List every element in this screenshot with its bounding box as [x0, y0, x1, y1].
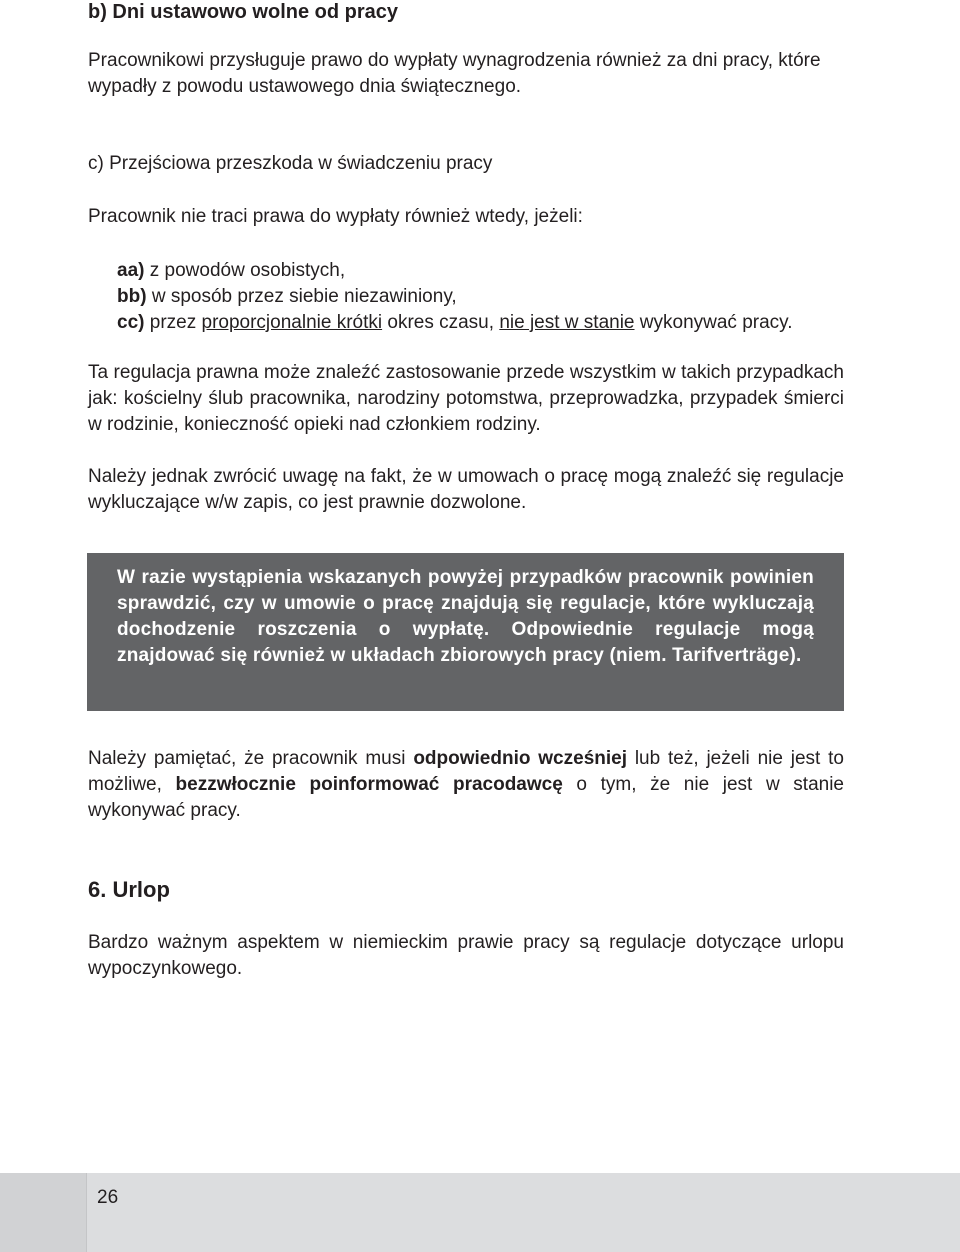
list-marker: bb)	[117, 286, 147, 307]
list-item-text: wykonywać pracy.	[634, 312, 793, 333]
section-6-paragraph: Bardzo ważnym aspektem w niemieckim prawie pracy są regulacje dotyczące urlopu wypoczynkowego.	[88, 932, 844, 979]
callout-text: W razie wystąpienia wskazanych powyżej przypadków pracownik powinien sprawdzić, czy w umowie o pracę znajdują się regulacje, które wykluczają dochodzenie roszczenia o wypłatę. Odpowiednie regulacje mogą znajdować się również w układach zbiorowych pracy (niem. Tarifverträge).	[117, 567, 814, 666]
reminder-text: o tym, że nie jest w stanie wykonywać pracy.	[88, 774, 844, 821]
page-footer	[0, 1173, 960, 1252]
list-item	[117, 258, 837, 284]
list-marker: aa)	[117, 260, 145, 281]
reminder-text: Należy pamiętać, że pracownik musi	[88, 748, 414, 769]
section-b-paragraph: Pracownikowi przysługuje prawo do wypłaty wynagrodzenia również za dni pracy, które wypadły z powodu ustawowego dnia świątecznego.	[88, 50, 821, 97]
section-6-heading: 6. Urlop	[88, 877, 170, 902]
section-c-heading: c) Przejściowa przeszkoda w świadczeniu pracy	[88, 153, 493, 174]
conditions-list	[117, 258, 837, 336]
underlined-phrase: nie jest w stanie	[499, 312, 635, 333]
list-item	[117, 310, 837, 336]
reminder-bold-text: bezzwłocznie poinformować pracodawcę	[175, 774, 563, 795]
page-number: 26	[97, 1187, 119, 1208]
note-paragraph: Należy jednak zwrócić uwagę na fakt, że w umowach o pracę mogą znaleźć się regulacje wykluczające w/w zapis, co jest prawnie dozwolone.	[88, 466, 844, 513]
reminder-bold-text: odpowiednio wcześniej	[413, 748, 627, 769]
section-b-heading: b) Dni ustawowo wolne od pracy	[88, 1, 399, 23]
list-item-text: przez	[144, 312, 202, 333]
list-item	[117, 284, 837, 310]
footer-panel	[86, 1173, 960, 1252]
list-item-text: okres czasu,	[382, 312, 500, 333]
list-item-text: z powodów osobistych,	[144, 260, 346, 281]
underlined-phrase: proporcjonalnie krótki	[201, 312, 383, 333]
list-marker: cc)	[117, 312, 145, 333]
section-c-intro: Pracownik nie traci prawa do wypłaty również wtedy, jeżeli:	[88, 206, 583, 227]
list-item-text: w sposób przez siebie niezawiniony,	[146, 286, 457, 307]
reminder-paragraph	[88, 746, 844, 824]
reminder-text: lub też, jeżeli nie jest to możliwe,	[88, 748, 844, 795]
regulation-paragraph: Ta regulacja prawna może znaleźć zastosowanie przede wszystkim w takich przypadkach jak: kościelny ślub pracownika, narodziny potomstwa, przeprowadzka, przypadek śmierci w rodzinie, konieczność opieki nad członkiem rodziny.	[88, 362, 844, 435]
callout-box	[87, 553, 844, 711]
